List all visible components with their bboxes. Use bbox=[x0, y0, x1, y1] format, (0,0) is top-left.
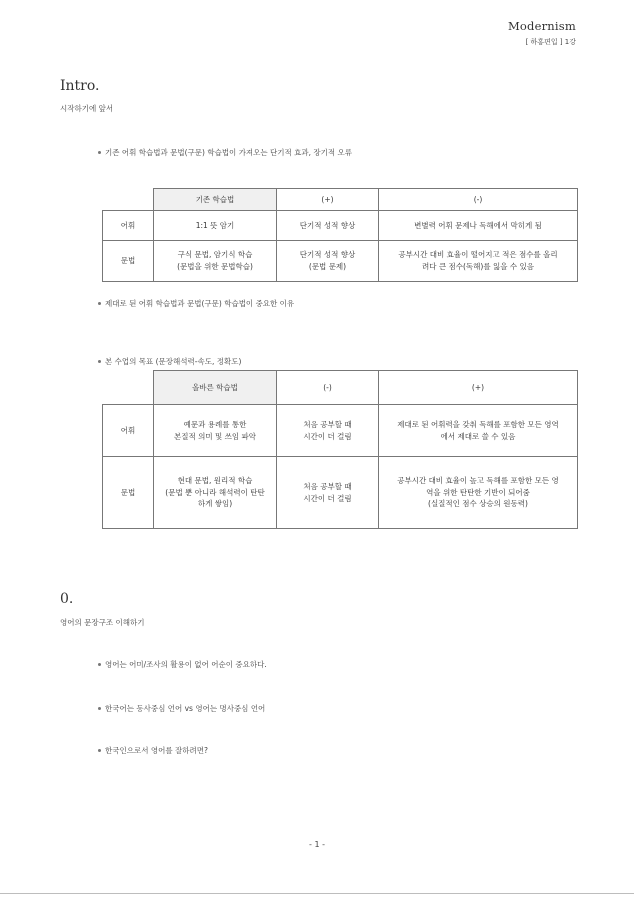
table-cell: 처음 공부할 때 시간이 더 걸림 bbox=[277, 457, 379, 529]
section-0-bullet-1 bbox=[98, 659, 267, 670]
section-0-subtitle: 영어의 문장구조 이해하기 bbox=[60, 618, 145, 627]
correct-methods-table bbox=[102, 370, 578, 529]
bullet-dot-icon bbox=[98, 360, 101, 363]
table-cell: 제대로 된 어휘력을 갖춰 독해를 포함한 모든 영역 에서 제대로 쓸 수 있음 bbox=[379, 405, 578, 457]
table-cell: 현대 문법, 원리적 학습 (문법 뿐 아니라 해석력이 탄탄 하게 쌓임) bbox=[154, 457, 277, 529]
bullet-dot-icon bbox=[98, 663, 101, 666]
table-header-row bbox=[103, 189, 578, 211]
table-cell: 예문과 용례를 통한 본질적 의미 및 쓰임 파악 bbox=[154, 405, 277, 457]
header-brand: Modernism bbox=[507, 19, 576, 33]
bullet-dot-icon bbox=[98, 707, 101, 710]
section-0-bullet-text: 영어는 어미/조사의 활용이 없어 어순이 중요하다. bbox=[105, 660, 267, 669]
intro-bullet-2 bbox=[98, 298, 294, 309]
intro-bullet-1 bbox=[98, 147, 352, 158]
intro-subtitle: 시작하기에 앞서 bbox=[60, 104, 114, 113]
table-cell: 단기적 성적 향상 (문법 문제) bbox=[277, 241, 379, 282]
table-cell: 변별력 어휘 문제나 독해에서 막히게 됨 bbox=[379, 211, 578, 241]
table-cell: 공부시간 대비 효율이 높고 독해를 포함한 모든 영 역을 위한 탄탄한 기반이 되어줌 (실질적인 점수 상승의 원동력) bbox=[379, 457, 578, 529]
table-row bbox=[103, 211, 578, 241]
table-header-cell: (-) bbox=[277, 371, 379, 405]
intro-bullet-3-text: 본 수업의 목표 (문장해석력-속도, 정확도) bbox=[105, 357, 242, 366]
table-row-label: 어휘 bbox=[103, 211, 154, 241]
page-number: - 1 - bbox=[309, 840, 325, 849]
intro-bullet-1-text: 기존 어휘 학습법과 문법(구문) 학습법이 가져오는 단기적 효과, 장기적 오류 bbox=[105, 148, 353, 157]
bullet-dot-icon bbox=[98, 302, 101, 305]
bullet-dot-icon bbox=[98, 151, 101, 154]
section-0-bullet-2 bbox=[98, 703, 265, 714]
table-row-label: 어휘 bbox=[103, 405, 154, 457]
intro-bullet-3 bbox=[98, 356, 241, 367]
bullet-dot-icon bbox=[98, 749, 101, 752]
existing-methods-table bbox=[102, 188, 578, 282]
table-header-cell: 올바른 학습법 bbox=[154, 371, 277, 405]
table-header-cell: (+) bbox=[379, 371, 578, 405]
table-header-row bbox=[103, 371, 578, 405]
header-subtitle: [ 하홍편입 ] 1강 bbox=[525, 38, 576, 46]
table-cell: 구식 문법, 암기식 학습 (문법을 위한 문법학습) bbox=[154, 241, 277, 282]
table-cell: 공부시간 대비 효율이 떨어지고 적은 점수를 올리 려다 큰 점수(독해)를 잃을 수 있음 bbox=[379, 241, 578, 282]
table-row-label: 문법 bbox=[103, 457, 154, 529]
table-cell: 처음 공부할 때 시간이 더 걸림 bbox=[277, 405, 379, 457]
table-header-cell: (+) bbox=[277, 189, 379, 211]
table-cell: 1:1 뜻 암기 bbox=[154, 211, 277, 241]
table-row bbox=[103, 241, 578, 282]
intro-title: Intro. bbox=[60, 78, 100, 94]
table-header-cell: (-) bbox=[379, 189, 578, 211]
table-row-label: 문법 bbox=[103, 241, 154, 282]
section-0-bullet-3 bbox=[98, 745, 208, 756]
intro-bullet-2-text: 제대로 된 어휘 학습법과 문법(구문) 학습법이 중요한 이유 bbox=[105, 299, 295, 308]
table-corner-cell bbox=[103, 371, 154, 405]
table-corner-cell bbox=[103, 189, 154, 211]
table-row bbox=[103, 457, 578, 529]
section-0-bullet-text: 한국인으로서 영어를 잘하려면? bbox=[105, 746, 208, 755]
table-header-cell: 기존 학습법 bbox=[154, 189, 277, 211]
table-cell: 단기적 성적 향상 bbox=[277, 211, 379, 241]
table-row bbox=[103, 405, 578, 457]
section-0-bullet-text: 한국어는 동사중심 언어 vs 영어는 명사중심 언어 bbox=[105, 704, 266, 713]
bottom-divider bbox=[0, 893, 634, 894]
section-0-title: 0. bbox=[60, 591, 74, 607]
